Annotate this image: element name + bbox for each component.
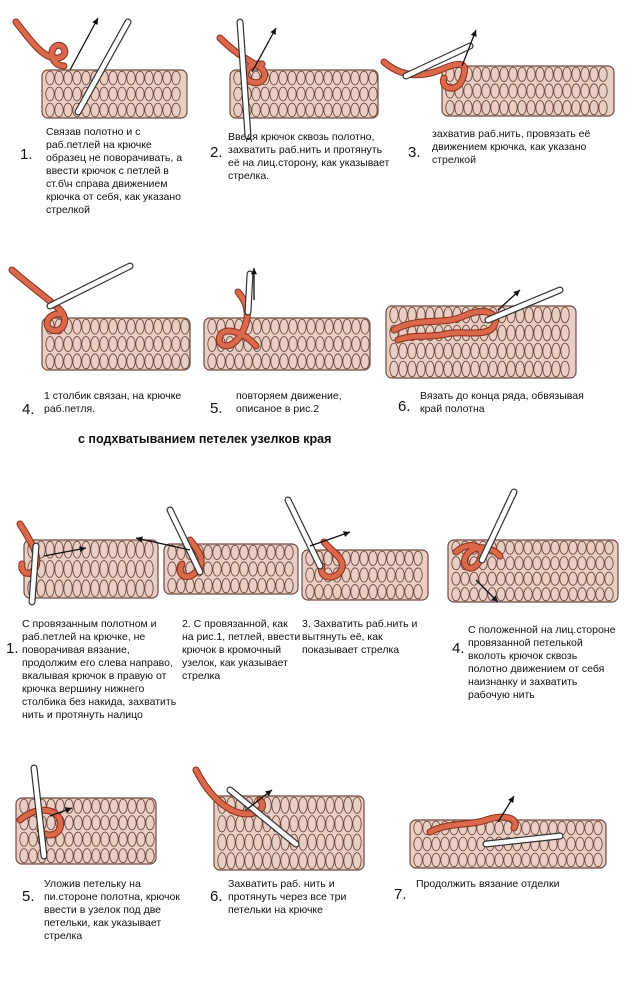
top-step-3-caption: захватив раб.нить, провязать её движением крючка, как указано стрелкой: [432, 128, 591, 166]
bottom-step-5-number: 5.: [22, 888, 35, 905]
top-step-6-illustration: [386, 290, 576, 378]
top-step-5-number: 5.: [210, 400, 223, 417]
top-step-6-caption: Вязать до конца ряда, обвязывая край полотна: [420, 390, 584, 415]
bottom-step-1-number: 1.: [6, 640, 19, 657]
bottom-step-2-caption: 2. С провязанной, как на рис.1, петлей, ввести крючок в кромочный узелок, как указывает стрелка: [182, 618, 301, 682]
top-step-1-caption: Связав полотно и с раб.петлей на крючке образец не поворачивать, а ввести крючок с петлей в ст.б\н справа движением крючка от себя, как указано стрелкой: [46, 126, 183, 216]
bottom-step-1-illustration: [20, 524, 158, 602]
top-step-1-number: 1.: [20, 146, 33, 163]
bottom-step-4-number: 4.: [452, 640, 465, 657]
top-step-3-number: 3.: [408, 144, 421, 161]
section-title: с подхватыванием петелек узелков края: [78, 432, 332, 446]
bottom-step-4-illustration: [448, 492, 618, 602]
bottom-step-1-caption: С провязанным полотном и раб.петлей на крючке, не поворачивая вязание, продолжим его слева направо, вкалывая крючок в правую от крючка вершину нижнего столбика без накида, захватить нить и протянуть налицо: [22, 618, 177, 721]
bottom-step-3-illustration: [288, 500, 428, 600]
top-step-2-illustration: [220, 22, 378, 136]
top-step-3-illustration: [384, 30, 614, 116]
bottom-step-4-caption: С положенной на лиц.стороне провязанной петелькой вколоть крючок сквозь полотно движением от себя наизнанку и захватить рабочую нить: [468, 624, 616, 701]
bottom-step-7-caption: Продолжить вязание отделки: [416, 878, 560, 890]
top-step-5-illustration: [204, 268, 370, 370]
bottom-step-5-caption: Уложив петельку на пи.стороне полотна, крючок ввести в узелок под две петельки, как указывает стрелка: [44, 878, 180, 942]
top-step-1-illustration: [16, 18, 187, 118]
bottom-step-5-illustration: [16, 768, 156, 864]
bottom-step-2-illustration: [136, 510, 298, 594]
top-step-4-illustration: [12, 266, 190, 370]
top-step-4-number: 4.: [22, 401, 35, 418]
top-step-5-caption: повторяем движение, описаное в рис.2: [236, 390, 342, 415]
bottom-step-6-caption: Захватить раб. нить и протянуть через все три петельки на крючке: [228, 878, 347, 916]
bottom-step-7-illustration: [410, 796, 606, 868]
top-step-4-caption: 1 столбик связан, на крючке раб.петля.: [44, 390, 182, 415]
top-step-2-number: 2.: [210, 144, 223, 161]
bottom-step-7-number: 7.: [394, 886, 407, 903]
top-step-6-number: 6.: [398, 398, 411, 415]
top-step-2-caption: Введя крючок сквозь полотно, захватить раб.нить и протянуть её на лиц.сторону, как указывает стрелка.: [228, 131, 390, 182]
bottom-step-6-illustration: [196, 770, 364, 870]
bottom-step-6-number: 6.: [210, 888, 223, 905]
bottom-step-3-caption: 3. Захватить раб.нить и вытянуть её, как показывает стрелка: [302, 618, 418, 656]
